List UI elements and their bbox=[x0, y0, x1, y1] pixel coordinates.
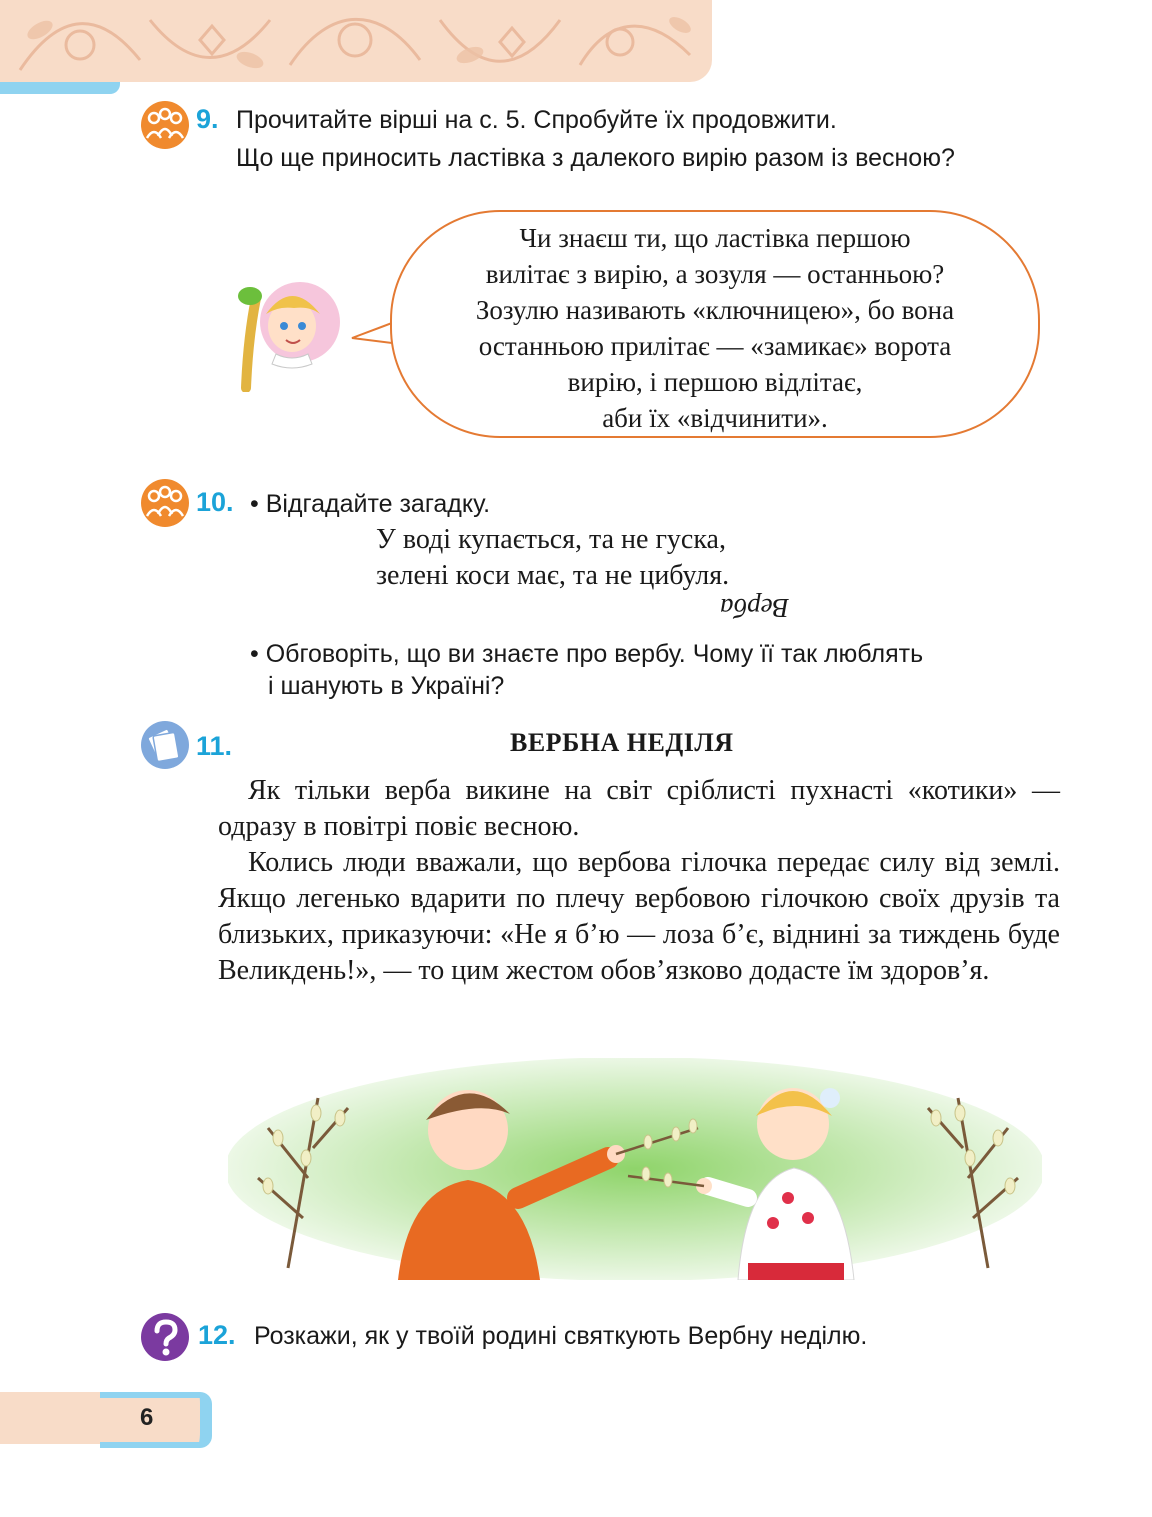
children-with-willow-illustration bbox=[228, 1058, 1042, 1280]
story-text bbox=[218, 773, 1060, 989]
reading-book-icon bbox=[140, 720, 190, 770]
header-accent-strip bbox=[0, 82, 120, 94]
riddle-text bbox=[376, 522, 729, 594]
riddle-line: зелені коси має, та не цибуля. bbox=[376, 560, 730, 591]
task-10-instruction-2-line-1: • Обговоріть, що ви знаєте про вербу. Чому її так люблять bbox=[250, 640, 924, 668]
story-title: ВЕРБНА НЕДІЛЯ bbox=[510, 728, 734, 757]
task-9-number: 9. bbox=[196, 104, 219, 134]
task-11-number: 11. bbox=[196, 731, 233, 761]
question-mark-icon bbox=[140, 1312, 190, 1362]
folk-ornament-pattern bbox=[0, 0, 712, 82]
fact-line: Зозулю називають «ключницею», бо вона bbox=[475, 295, 955, 325]
fact-line: аби їх «відчинити». bbox=[602, 403, 828, 433]
story-paragraph: Колись люди вважали, що вербова гілочка передає силу від землі. Якщо легенько вдарити по плечу вербовою гілочкою своїх друзів та близьких, приказуючи: «Не я б’ю — лоза б’є, віднині за тиждень буде Великдень!», — то цим жестом обов’язково додасте їм здоров’я. bbox=[218, 847, 1060, 986]
fact-line: Чи знаєш ти, що ластівка першою bbox=[519, 223, 911, 253]
story-paragraph: Як тільки верба викине на світ сріблисті пухнасті «котики» — одразу в повітрі повіє весною. bbox=[218, 775, 1060, 842]
page-number-tab-frame bbox=[100, 1392, 212, 1448]
task-10-instruction-2-line-2: і шанують в Україні? bbox=[268, 672, 505, 700]
header-ornament-banner bbox=[0, 0, 712, 82]
riddle-line: У воді купається, та не гуска, bbox=[376, 524, 726, 555]
task-10-number: 10. bbox=[196, 487, 234, 517]
page-number: 6 bbox=[140, 1404, 154, 1431]
task-12-number: 12. bbox=[198, 1320, 236, 1350]
group-discussion-icon bbox=[140, 100, 190, 150]
riddle-answer-upside-down: Верба bbox=[720, 593, 790, 623]
task-9-line-1: Прочитайте вірші на с. 5. Спробуйте їх продовжити. bbox=[236, 106, 837, 134]
fact-line: вирію, і першою відлітає, bbox=[567, 367, 863, 397]
task-10-instruction-1: • Відгадайте загадку. bbox=[250, 490, 491, 518]
fact-bubble-text bbox=[398, 220, 1032, 436]
fact-line: останньою прилітає — «замикає» ворота bbox=[478, 331, 952, 361]
fact-line: вилітає з вирію, а зозуля — останньою? bbox=[485, 259, 945, 289]
group-discussion-icon bbox=[140, 478, 190, 528]
task-12-text: Розкажи, як у твоїй родині святкують Вербну неділю. bbox=[254, 1322, 868, 1350]
task-9-line-2: Що ще приносить ластівка з далекого вирію разом із весною? bbox=[236, 144, 955, 172]
girl-avatar-illustration bbox=[222, 268, 342, 392]
